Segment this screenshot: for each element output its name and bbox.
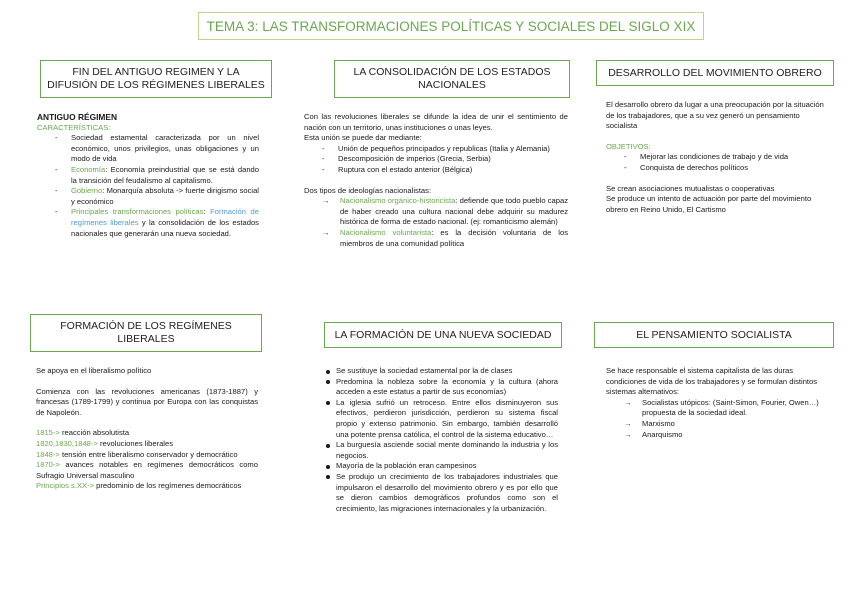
list-item: - Mejorar las condiciones de trabajo y de vida xyxy=(606,152,828,163)
list-item: → Nacionalismo voluntarista: es la decisión voluntaria de los miembros de una comunidad política xyxy=(304,228,568,249)
list-sistemas xyxy=(606,398,826,440)
paragraph-liberalismo: Se apoya en el liberalismo político xyxy=(36,366,152,375)
list-item: - Economía: Economía preindustrial que se está dando la transición del feudalismo al capitalismo. xyxy=(37,165,259,186)
section-movimiento-obrero xyxy=(606,100,828,215)
list-item: - Ruptura con el estado anterior (Bélgica) xyxy=(304,165,568,176)
paragraph-cartismo: Se produce un intento de actuación por parte del movimiento obrero en Reino Unido, El Cartismo xyxy=(606,194,812,214)
label-objetivos: OBJETIVOS: xyxy=(606,141,651,151)
page-title: TEMA 3: LAS TRANSFORMACIONES POLÍTICAS Y SOCIALES DEL SIGLO XIX xyxy=(198,12,704,40)
paragraph-revoluciones: Comienza con las revoluciones americanas (1873-1887) y francesas (1789-1799) y continua por Europa con las conquistas de Napoleón. xyxy=(36,386,258,417)
list-union xyxy=(304,144,568,176)
list-item: La burguesía asciende social mente dominando la industria y los negocios. xyxy=(324,440,558,461)
date-item: 1870-> avances notables en regímenes democráticos como Sufragio Universal masculino xyxy=(36,460,258,480)
list-nueva-sociedad xyxy=(324,366,558,514)
section-pensamiento-socialista xyxy=(606,366,826,440)
section-nueva-sociedad xyxy=(324,366,558,514)
list-item: - Gobierno: Monarquía absoluta -> fuerte dirigismo social y económico xyxy=(37,186,259,207)
header-fin-antiguo-regimen: FIN DEL ANTIGUO REGIMEN Y LA DIFUSIÓN DE LOS RÉGIMENES LIBERALES xyxy=(40,60,272,98)
date-item: 1815-> reacción absolutista xyxy=(36,428,130,438)
label-union: Esta unión se puede dar mediante: xyxy=(304,133,422,143)
header-pensamiento-socialista: EL PENSAMIENTO SOCIALISTA xyxy=(594,322,834,348)
subtitle-antiguo-regimen: ANTIGUO RÉGIMEN xyxy=(37,112,118,122)
section-formacion-regimenes xyxy=(36,366,258,492)
list-item: - Conquista de derechos políticos xyxy=(606,163,828,174)
list-item: → Anarquismo xyxy=(606,430,826,441)
list-caracteristicas xyxy=(37,133,259,239)
paragraph-intro: Se hace responsable el sistema capitalista de las duras condiciones de vida de los trabajadores y se formulan distintos sistemas alternativos: xyxy=(606,366,818,397)
paragraph-intro: Con las revoluciones liberales se difunde la idea de unir el sentimiento de nación con un territorio, unas instituciones o unas leyes. xyxy=(304,112,568,132)
date-item: 1820,1830,1848-> revoluciones liberales xyxy=(36,438,174,448)
list-item: Se sustituye la sociedad estamental por la de clases xyxy=(324,366,558,377)
paragraph-asociaciones: Se crean asociaciones mutualistas o cooperativas xyxy=(606,183,775,193)
list-item: Mayoría de la población eran campesinos xyxy=(324,461,558,472)
list-item: → Socialistas utópicos: (Saint-Simon, Fourier, Owen…) propuesta de la sociedad ideal. xyxy=(606,398,826,419)
list-item: Predomina la nobleza sobre la economía y la cultura (ahora acceden a este estatus a partir de sus economías) xyxy=(324,377,558,398)
list-item: - Sociedad estamental caracterizada por un nivel económico, unos privilegios, unas obligaciones y un modo de vida xyxy=(37,133,259,165)
list-objetivos xyxy=(606,152,828,173)
list-item: - Descomposición de imperios (Grecia, Serbia) xyxy=(304,154,568,165)
header-formacion-regimenes: FORMACIÓN DE LOS REGÍMENES LIBERALES xyxy=(30,314,262,352)
list-item: La iglesia sufrió un retroceso. Entre ellos disminuyeron sus efectivos, perdieron jurisdicción, perdieron su sistema fiscal propio y extenso patrimonio. Sin embargo, también desarrolló una potente prensa católica, el control de la sistema educativo… xyxy=(324,398,558,440)
header-nueva-sociedad: LA FORMACIÓN DE UNA NUEVA SOCIEDAD xyxy=(324,322,562,348)
section-consolidacion xyxy=(304,112,568,249)
section-antiguo-regimen xyxy=(37,112,259,239)
date-item: 1848-> tensión entre liberalismo conservador y democrático xyxy=(36,449,238,459)
list-tipos xyxy=(304,196,568,249)
list-item: → Marxismo xyxy=(606,419,826,430)
date-item: Principios s.XX-> predominio de los regímenes democráticos xyxy=(36,481,242,491)
header-consolidacion-estados: LA CONSOLIDACIÓN DE LOS ESTADOS NACIONALES xyxy=(334,60,570,98)
list-item: Se produjo un crecimiento de los trabajadores industriales que impulsaron el desarrollo del movimiento obrero y es por ello que se dieron cambios demográficos profundos como son el crecimiento, las migraciones internacionales y la urbanización. xyxy=(324,472,558,514)
header-movimiento-obrero: DESARROLLO DEL MOVIMIENTO OBRERO xyxy=(596,60,834,86)
list-item: - Unión de pequeños principados y republicas (Italia y Alemania) xyxy=(304,144,568,155)
label-tipos: Dos tipos de ideologías nacionalistas: xyxy=(304,185,432,195)
paragraph-intro: El desarrollo obrero da lugar a una preocupación por la situación de los trabajadores, que a su vez generó un pensamiento socialista xyxy=(606,100,824,131)
list-item: - Principales transformaciones políticas: Formación de regímenes liberales y la consolidación de los estados nacionales que generarán una nueva sociedad. xyxy=(37,207,259,239)
list-item: → Nacionalismo orgánico-historicista: defiende que todo pueblo capaz de haber creado una cultura nacional debe adquirir su madurez histórica de forma de estado nacional. (ej: romanticismo alemán) xyxy=(304,196,568,228)
label-caracteristicas: CARACTERÍSTICAS: xyxy=(37,122,111,132)
